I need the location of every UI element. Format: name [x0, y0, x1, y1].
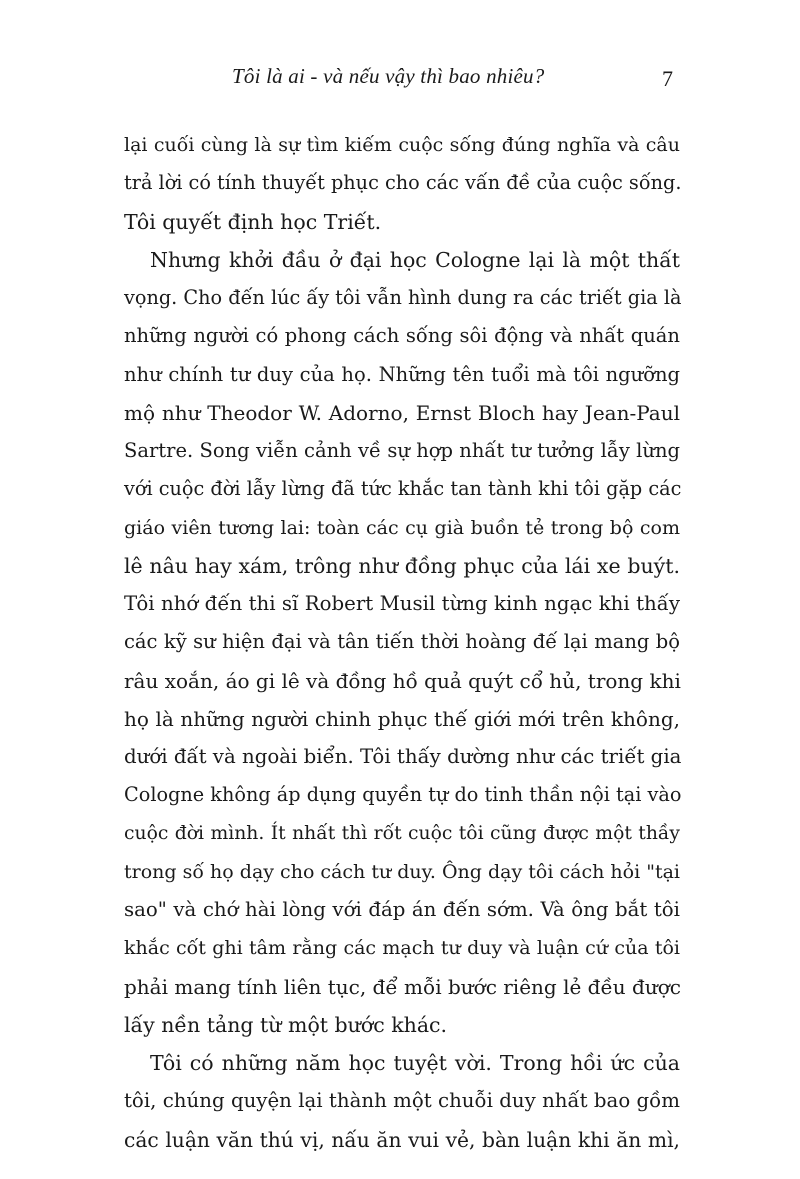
- text-line: sao" và chớ hài lòng với đáp án đến sớm. Và ông bắt tôi: [124, 898, 680, 921]
- text-line: râu xoắn, áo gi lê và đồng hồ quả quýt cổ hủ, trong khi: [124, 668, 681, 693]
- text-line: những người có phong cách sống sôi động và nhất quán: [124, 324, 680, 348]
- text-line: khắc cốt ghi tâm rằng các mạch tư duy và luận cứ của tôi: [124, 937, 680, 960]
- text-line: dưới đất và ngoài biển. Tôi thấy dường như các triết gia: [124, 745, 682, 768]
- text-line: mộ như Theodor W. Adorno, Ernst Bloch hay Jean-Paul: [124, 400, 680, 425]
- text-line: Tôi có những năm học tuyệt vời. Trong hồi ức của: [150, 1051, 680, 1075]
- body-text: [124, 126, 680, 1159]
- text-line: Tôi quyết định học Triết.: [124, 209, 382, 234]
- text-line: các kỹ sư hiện đại và tân tiến thời hoàng đế lại mang bộ: [124, 630, 680, 654]
- page-number: 7: [662, 66, 673, 91]
- text-line: như chính tư duy của họ. Những tên tuổi mà tôi ngưỡng: [124, 362, 680, 386]
- text-line: lấy nền tảng từ một bước khác.: [124, 1012, 448, 1037]
- paragraph-3: [124, 1044, 680, 1159]
- text-line: Nhưng khởi đầu ở đại học Cologne lại là một thất: [150, 247, 680, 272]
- text-line: cuộc đời mình. Ít nhất thì rốt cuộc tôi cũng được một thầy: [124, 822, 680, 844]
- text-line: trong số họ dạy cho cách tư duy. Ông dạy tôi cách hỏi "tại: [124, 860, 680, 883]
- text-line: lê nâu hay xám, trông như đồng phục của lái xe buýt.: [124, 553, 680, 578]
- text-line: Tôi nhớ đến thi sĩ Robert Musil từng kinh ngạc khi thấy: [124, 592, 680, 615]
- running-head-title: Tôi là ai - và nếu vậy thì bao nhiêu?: [232, 64, 545, 88]
- text-line: họ là những người chinh phục thế giới mới trên không,: [124, 706, 680, 731]
- text-line: các luận văn thú vị, nấu ăn vui vẻ, bàn luận khi ăn mì,: [124, 1127, 680, 1152]
- text-line: trả lời có tính thuyết phục cho các vấn đề của cuộc sống.: [124, 171, 682, 195]
- text-line: với cuộc đời lẫy lừng đã tức khắc tan tành khi tôi gặp các: [124, 477, 682, 501]
- text-line: tôi, chúng quyện lại thành một chuỗi duy nhất bao gồm: [124, 1089, 680, 1113]
- text-line: phải mang tính liên tục, để mỗi bước riêng lẻ đều được: [124, 974, 681, 999]
- text-line: lại cuối cùng là sự tìm kiếm cuộc sống đúng nghĩa và câu: [124, 134, 680, 156]
- text-line: Sartre. Song viễn cảnh về sự hợp nhất tư tưởng lẫy lừng: [124, 439, 680, 462]
- text-line: vọng. Cho đến lúc ấy tôi vẫn hình dung ra các triết gia là: [124, 286, 682, 309]
- text-line: giáo viên tương lai: toàn các cụ già buồn tẻ trong bộ com: [124, 516, 680, 539]
- paragraph-1: [124, 126, 680, 241]
- paragraph-2: [124, 241, 680, 1044]
- text-line: Cologne không áp dụng quyền tự do tinh thần nội tại vào: [124, 783, 682, 807]
